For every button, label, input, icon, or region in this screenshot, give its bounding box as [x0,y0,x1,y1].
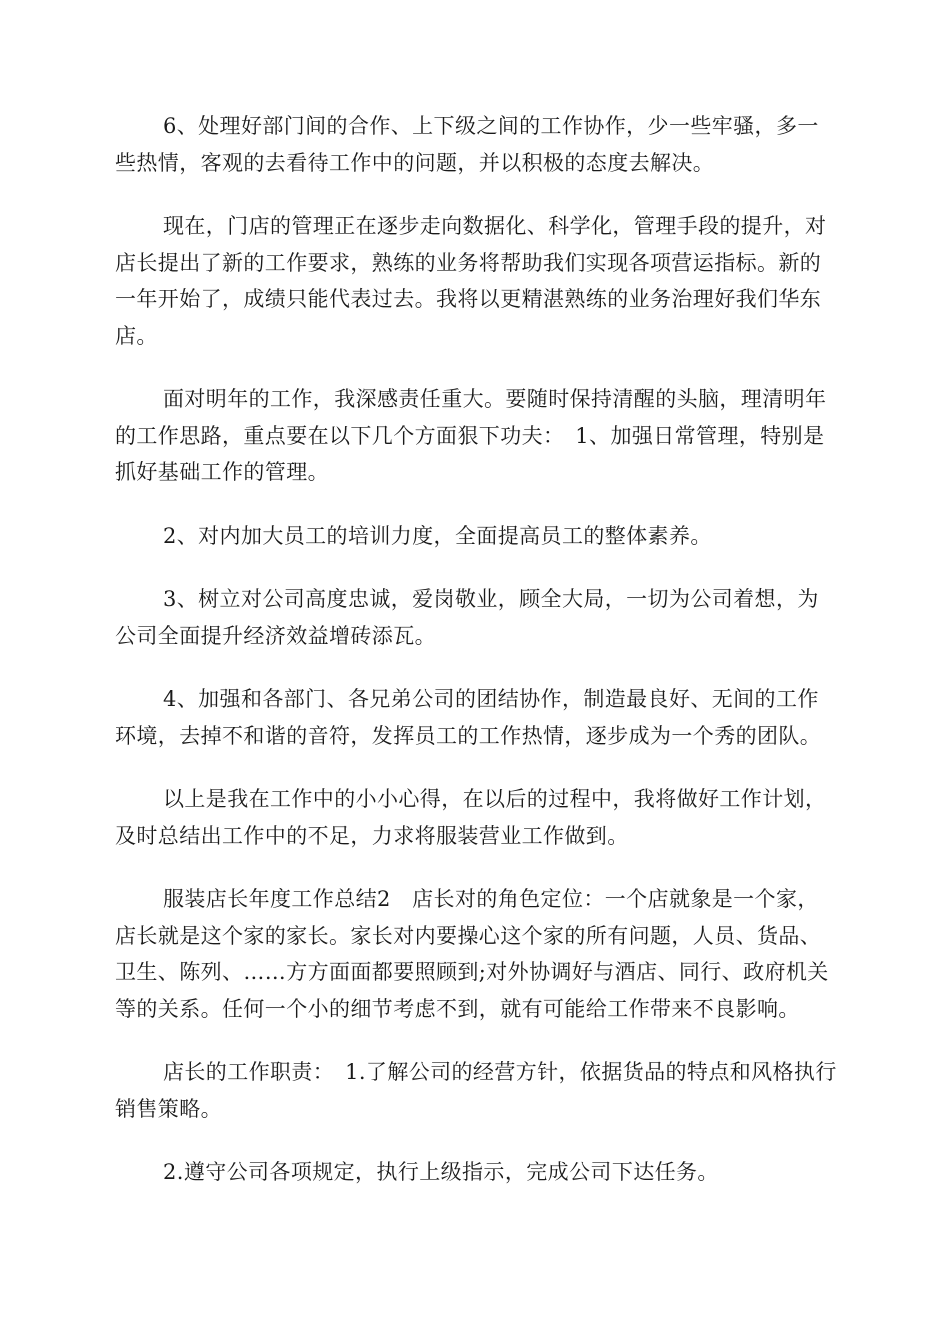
paragraph-item-2: 2、对内加大员工的培训力度，全面提高员工的整体素养。 [163,523,712,548]
paragraph-item-4: 4、加强和各部门、各兄弟公司的团结协作，制造最良好、无间的工作环境，去掉不和谐的音符，发挥员工的工作热情，逐步成为一个秀的团队。 [115,687,822,748]
document-body [115,108,840,1218]
paragraph-summary: 以上是我在工作中的小小心得，在以后的过程中，我将做好工作计划，及时总结出工作中的不足，力求将服装营业工作做到。 [115,787,827,848]
paragraph-duties-1: 店长的工作职责： 1.了解公司的经营方针，依据货品的特点和风格执行销售策略。 [115,1060,837,1121]
paragraph-next-year-plan: 面对明年的工作，我深感责任重大。要随时保持清醒的头脑，理清明年的工作思路，重点要在以下几个方面狠下功夫： 1、加强日常管理，特别是抓好基础工作的管理。 [115,387,827,484]
paragraph-item-6: 6、处理好部门间的合作、上下级之间的工作协作，少一些牢骚，多一些热情，客观的去看待工作中的问题，并以积极的态度去解决。 [115,114,819,175]
paragraph-item-3: 3、树立对公司高度忠诚，爱岗敬业，顾全大局，一切为公司着想，为公司全面提升经济效益增砖添瓦。 [115,587,819,648]
paragraph-duties-2: 2.遵守公司各项规定，执行上级指示，完成公司下达任务。 [163,1160,719,1184]
paragraph-management-outlook: 现在，门店的管理正在逐步走向数据化、科学化，管理手段的提升，对店长提出了新的工作要求，熟练的业务将帮助我们实现各项营运指标。新的一年开始了，成绩只能代表过去。我将以更精湛熟练的业务治理好我们华东店。 [115,214,827,348]
paragraph-summary-2-role: 服装店长年度工作总结2 店长对的角色定位：一个店就象是一个家，店长就是这个家的家长。家长对内要操心这个家的所有问题，人员、货品、卫生、陈列、……方方面面都要照顾到;对外协调好与酒店、同行、政府机关等的关系。任何一个小的细节考虑不到，就有可能给工作带来不良影响。 [115,887,829,1021]
